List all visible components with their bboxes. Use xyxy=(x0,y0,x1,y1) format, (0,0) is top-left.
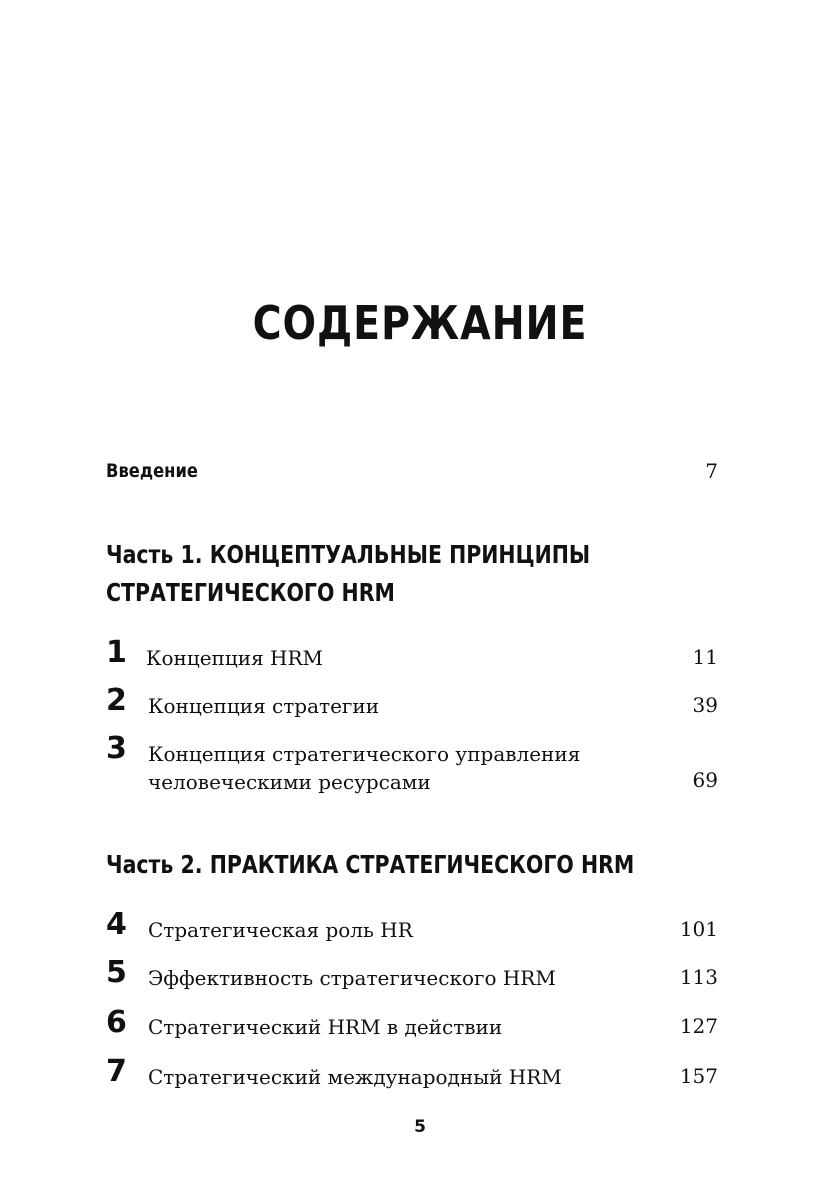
chapter-6-page: 127 xyxy=(679,1014,718,1038)
chapter-2-number: 2 xyxy=(106,683,127,718)
chapter-1-page: 11 xyxy=(692,645,718,669)
chapter-5-title xyxy=(148,964,556,992)
chapter-3-number: 3 xyxy=(106,731,127,766)
chapter-5-page: 113 xyxy=(679,965,718,989)
toc-entry-intro-label: Введение xyxy=(106,460,198,482)
chapter-5-title-line-1: Эффективность стратегического HRM xyxy=(148,966,556,990)
chapter-1-title-line-1: Концепция HRM xyxy=(146,646,324,670)
part-2-title xyxy=(106,846,634,884)
chapter-3-title xyxy=(148,740,580,796)
chapter-6-title xyxy=(148,1013,502,1041)
chapter-6-number: 6 xyxy=(106,1005,127,1040)
chapter-3-page: 69 xyxy=(692,768,718,792)
chapter-3-title-line-1: Концепция стратегического управления xyxy=(148,742,581,766)
part-1-title-line-1: Часть 1. КОНЦЕПТУАЛЬНЫЕ ПРИНЦИПЫ xyxy=(106,540,591,569)
part-2-title-line-1: Часть 2. ПРАКТИКА СТРАТЕГИЧЕСКОГО HRM xyxy=(106,850,635,879)
chapter-2-title-line-1: Концепция стратегии xyxy=(148,694,380,718)
chapter-7-page: 157 xyxy=(679,1064,718,1088)
chapter-1-number: 1 xyxy=(106,635,127,670)
part-1-title-line-2: СТРАТЕГИЧЕСКОГО HRM xyxy=(106,578,395,607)
chapter-7-number: 7 xyxy=(106,1054,127,1089)
chapter-2-title xyxy=(148,692,379,720)
chapter-3-title-line-2: человеческими ресурсами xyxy=(148,770,431,794)
chapter-4-page: 101 xyxy=(679,917,718,941)
page-number: 5 xyxy=(414,1117,426,1137)
chapter-2-page: 39 xyxy=(692,693,718,717)
part-1-title xyxy=(106,536,590,612)
chapter-1-title xyxy=(146,644,323,672)
chapter-7-title xyxy=(148,1063,562,1091)
chapter-4-title xyxy=(148,916,413,944)
chapter-4-title-line-1: Стратегическая роль HR xyxy=(148,918,413,942)
chapter-4-number: 4 xyxy=(106,907,127,942)
page-title: СОДЕРЖАНИЕ xyxy=(252,296,588,350)
chapter-6-title-line-1: Стратегический HRM в действии xyxy=(148,1015,503,1039)
chapter-7-title-line-1: Стратегический международный HRM xyxy=(148,1065,562,1089)
chapter-5-number: 5 xyxy=(106,955,127,990)
toc-entry-intro-page: 7 xyxy=(705,459,718,483)
